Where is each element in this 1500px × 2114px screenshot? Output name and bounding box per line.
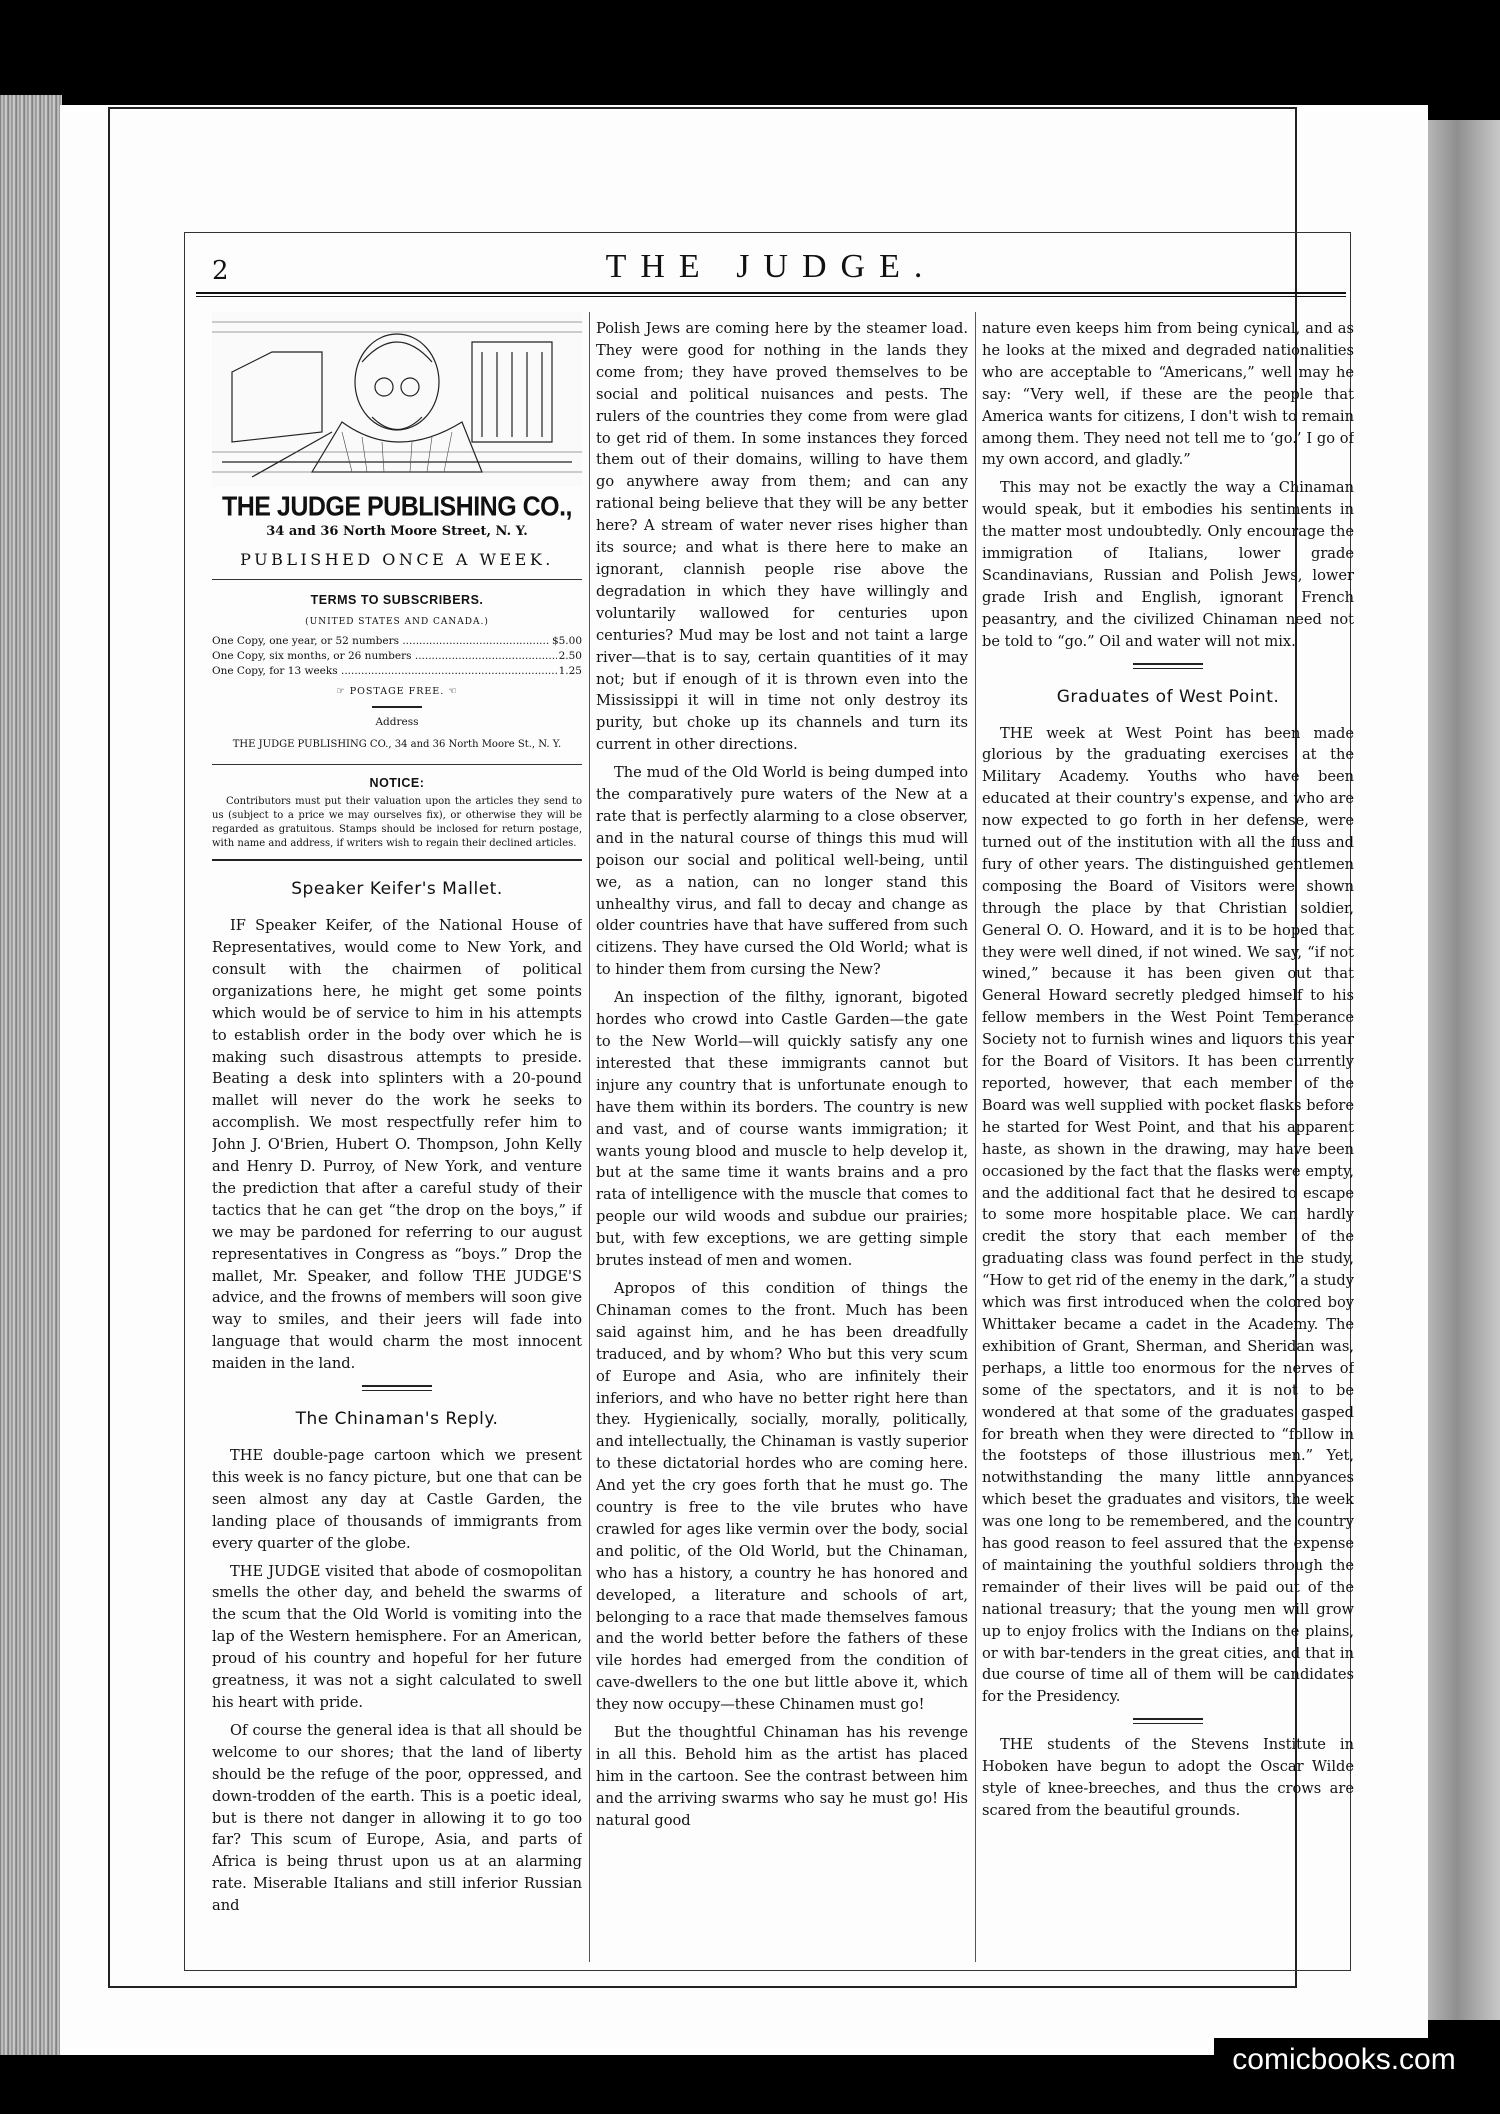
page-header bbox=[196, 244, 1346, 292]
judge-writing-icon bbox=[212, 312, 582, 487]
terms-row bbox=[212, 664, 582, 679]
pointing-hand-left-icon: ☜ bbox=[448, 685, 458, 697]
masthead-title: THE JUDGE. bbox=[605, 248, 937, 285]
article-paragraph: THE double-page cartoon which we present this week is no fancy picture, but one that can be seen almost any day at Castle Garden, the landing place of thousands of immigrants from every quarter of the globe. bbox=[212, 1447, 582, 1552]
terms-label: One Copy, six months, or 26 numbers ..... bbox=[212, 649, 557, 664]
column-divider-1 bbox=[589, 312, 590, 1962]
judge-writing-illustration bbox=[212, 312, 582, 487]
terms-row bbox=[212, 649, 582, 664]
notice-rule bbox=[212, 764, 582, 765]
article-title-chinaman: The Chinaman's Reply. bbox=[295, 1409, 499, 1430]
terms-row bbox=[212, 634, 582, 649]
article-paragraph: THE students of the Stevens Institute in Hoboken have begun to adopt the Oscar Wilde style of knee-breeches, and thus the crows are scared from the beautiful grounds. bbox=[982, 1736, 1354, 1819]
publisher-address: 34 and 36 North Moore Street, N. Y. bbox=[266, 523, 528, 539]
article-separator bbox=[1133, 663, 1203, 669]
article-separator bbox=[1133, 1718, 1203, 1724]
postage-note bbox=[212, 681, 582, 703]
terms-heading: TERMS TO SUBSCRIBERS. bbox=[310, 592, 484, 607]
article-paragraph: Of course the general idea is that all should be welcome to our shores; that the land of liberty should be the refuge of the poor, oppressed, and down-trodden of the earth. This is a poetic ideal, but is there not danger in allowing it to go too far? This scum of Europe, Asia, and parts of Africa is being thrust upon us at an alarming rate. Miserable Italians and still inferior Russian and bbox=[212, 1721, 582, 1915]
column-3 bbox=[982, 318, 1354, 2078]
article-separator bbox=[362, 1385, 432, 1391]
watermark: comicbooks.com bbox=[1214, 2038, 1474, 2082]
notice-heading: NOTICE: bbox=[369, 776, 425, 791]
postage-text: POSTAGE FREE. bbox=[349, 685, 445, 697]
pointing-hand-icon: ☞ bbox=[336, 685, 346, 697]
article-title-keifer: Speaker Keifer's Mallet. bbox=[291, 879, 503, 900]
right-binding-edge bbox=[1428, 120, 1500, 2020]
article-paragraph: This may not be exactly the way a Chinaman would speak, but it embodies his sentiments in the matter most undoubtedly. Only encourage the immigration of Italians, lower grade Scandinavians, Russian and Polish Jews, lower grade Irish and English, ignorant French peasantry, and the civilized Chinaman need not be told to “go.” Oil and water will not mix. bbox=[982, 479, 1354, 650]
left-binding-edge bbox=[0, 95, 62, 2055]
publisher-name: THE JUDGE PUBLISHING CO., bbox=[221, 491, 573, 523]
article-paragraph: Apropos of this condition of things the Chinaman comes to the front. Much has been said against him, and he has been dreadfully traduced, and by whom? Who but this very scum of Europe and Asia, who are infinitely their inferiors, and who have no better right here than they. Hygienically, socially, morally, politically, and intellectually, the Chinaman is vastly superior to these dictatorial hordes who are coming here. And yet the cry goes forth that he must go. The country is free to the vile brutes who have crawled for ages like vermin over the body, social and politic, of the Old World, but the Chinaman, who has a history, a country he has honored and developed, a literature and schools of art, belonging to a race that made themselves famous and the world better before the fathers of these vile hordes had emerged from the condition of cave-dwellers to the one but little above it, which they now occupy—these Chinamen must go! bbox=[596, 1279, 968, 1714]
article-title-westpoint: Graduates of West Point. bbox=[1056, 686, 1280, 707]
terms-price: 1.25 bbox=[558, 664, 582, 677]
article-paragraph: But the thoughtful Chinaman has his revenge in all this. Behold him as the artist has placed him in the cartoon. See the contrast between him and the arriving swarms who say he must go! His natural good bbox=[596, 1724, 968, 1829]
article-paragraph: IF Speaker Keifer, of the National House of Representatives, would come to New York, and consult with the chairmen of political organizations here, he might get some points which would be of service to him in his attempts to establish order in the body over which he is making such disastrous attempts to preside. Beating a desk into splinters with a 20-pound mallet will never do the work he seeks to accomplish. We most respectfully refer him to John J. O'Brien, Hubert O. Thompson, John Kelly and Henry D. Purroy, of New York, and venture the prediction that after a careful study of their tactics that he can get “the drop on the boys,” if we may be pardoned for referring to our august representatives in Congress as “boys.” Drop the mallet, Mr. Speaker, and follow THE JUDGE'S advice, and the frowns of members will soon give way to smiles, and their jeers will fade into language that would charm the most innocent maiden in the land. bbox=[212, 917, 582, 1373]
address-line: THE JUDGE PUBLISHING CO., 34 and 36 North Moore St., N. Y. bbox=[232, 739, 562, 751]
terms-price: 2.50 bbox=[558, 649, 582, 662]
terms-label: One Copy, for 13 weeks ..... bbox=[212, 664, 557, 679]
terms-subheading: (UNITED STATES AND CANADA.) bbox=[305, 616, 489, 627]
address-rule bbox=[372, 706, 422, 708]
article-paragraph: Polish Jews are coming here by the steamer load. They were good for nothing in the lands they come from; they have proved themselves to be social and political nuisances and pests. The rulers of the countries they come from were glad to get rid of them. In some instances they forced them out of their domains, willing to have them go anywhere away from them; and can any rational being believe that they will be any better here? A stream of water never rises higher than its source; and what is there here to make an ignorant, clannish people rise above the degradation in which they have willingly and voluntarily wallowed for centuries upon centuries? Mud may be lost and not taint a large river—that is to say, certain quantities of it may not; but if enough of it is thrown even into the Mississippi it will in time not only destroy its purity, but choke up its channels and turn its current in other directions. bbox=[596, 320, 968, 754]
article-paragraph: THE JUDGE visited that abode of cosmopolitan smells the other day, and beheld the swarms of the scum that the Old World is vomiting into the lap of the Western hemisphere. For an American, proud of his country and hopeful for her future greatness, it was not a sight calculated to swell his heart with pride. bbox=[212, 1562, 582, 1711]
column-2 bbox=[596, 318, 968, 2078]
terms-price: $5.00 bbox=[551, 634, 582, 647]
article-paragraph: nature even keeps him from being cynical, and as he looks at the mixed and degraded nationalities who are acceptable to “Americans,” well may he say: “Very well, if these are the people that America wants for citizens, I don't wish to remain among them. They need not tell me to ‘go.’ I go of my own accord, and gladly.” bbox=[982, 320, 1354, 469]
header-rule bbox=[196, 292, 1346, 297]
publisher-rule bbox=[212, 579, 582, 580]
article-paragraph: THE week at West Point has been made glorious by the graduating exercises at the Military Academy. Youths who have been educated at their country's expense, and who are now expected to go forth in her defense, were turned out of the institution with all the fuss and fury of other years. The distinguished gentlemen composing the Board of Visitors were shown through the place by that Christian soldier, General O. O. Howard, and it is to be hoped that they were well dined, if not wined. We say, “if not wined,” because it has been given out that General Howard secretly pledged himself to his fellow members in the West Point Temperance Society not to furnish wines and liquors this year for the Board of Visitors. It has been currently reported, however, that each member of the Board was well supplied with pocket flasks before he started for West Point, and that his apparent haste, as shown in the drawing, may have been occasioned by the fact that the flasks were empty, and the additional fact that he desired to escape to some more hospitable place. We can hardly credit the story that each member of the graduating class was found perfect in the study, “How to get rid of the enemy in the dark,” a study which was first introduced when the colored boy Whittaker became a cadet in the Academy. The exhibition of Grant, Sherman, and Sheridan was, perhaps, a little too enormous for the nerves of some of the spectators, and it is not to be wondered at that some of the graduates gasped for breath when they were directed to “follow in the footsteps of those illustrious men.” Yet, notwithstanding the many little annoyances which beset the graduates and visitors, the week was one long to be remembered, and the country has good reason to feel assured that the expense of maintaining the youthful soldiers through the remainder of their lives will be paid out of the national treasury; that the young men will grow up to enjoy frolics with the Indians on the plains, or with bar-tenders in the great cities, and that in due course of time all of them will be candidates for the Presidency. bbox=[982, 724, 1354, 1706]
address-label: Address bbox=[375, 716, 419, 729]
publication-frequency: PUBLISHED ONCE A WEEK. bbox=[240, 549, 554, 569]
article-paragraph: An inspection of the filthy, ignorant, bigoted hordes who crowd into Castle Garden—the gate to the New World—will quickly satisfy any one interested that these immigrants cannot but injure any country that is unfortunate enough to have them within its borders. The country is new and vast, and of course wants immigration; it wants young blood and muscle to help develop it, but at the same time it wants brains and a pro rata of intelligence with the muscle that comes to people our wild woods and subdue our prairies; but, with few exceptions, we are getting simple brutes instead of men and women. bbox=[596, 989, 968, 1270]
publisher-box-bottom-rule bbox=[212, 859, 582, 861]
notice-text: Contributors must put their valuation upon the articles they send to us (subject to a price we may ourselves fix), or otherwise they will be regarded as gratuitous. Stamps should be inclosed for return postage, with name and address, if writers wish to regain their declined articles. bbox=[212, 796, 582, 850]
column-1 bbox=[212, 308, 582, 2068]
terms-label: One Copy, one year, or 52 numbers ..... bbox=[212, 634, 550, 649]
page-number: 2 bbox=[212, 256, 229, 286]
column-divider-2 bbox=[975, 312, 976, 1962]
article-paragraph: The mud of the Old World is being dumped into the comparatively pure waters of the New at a rate that is perfectly alarming to a close observer, and in the natural course of things this mud will poison our social and political well-being, until we, as a nation, can no longer stand this unhealthy virus, and fall to decay and change as older countries have that have suffered from such citizens. They have cursed the Old World; what is to hinder them from cursing the New? bbox=[596, 764, 968, 979]
